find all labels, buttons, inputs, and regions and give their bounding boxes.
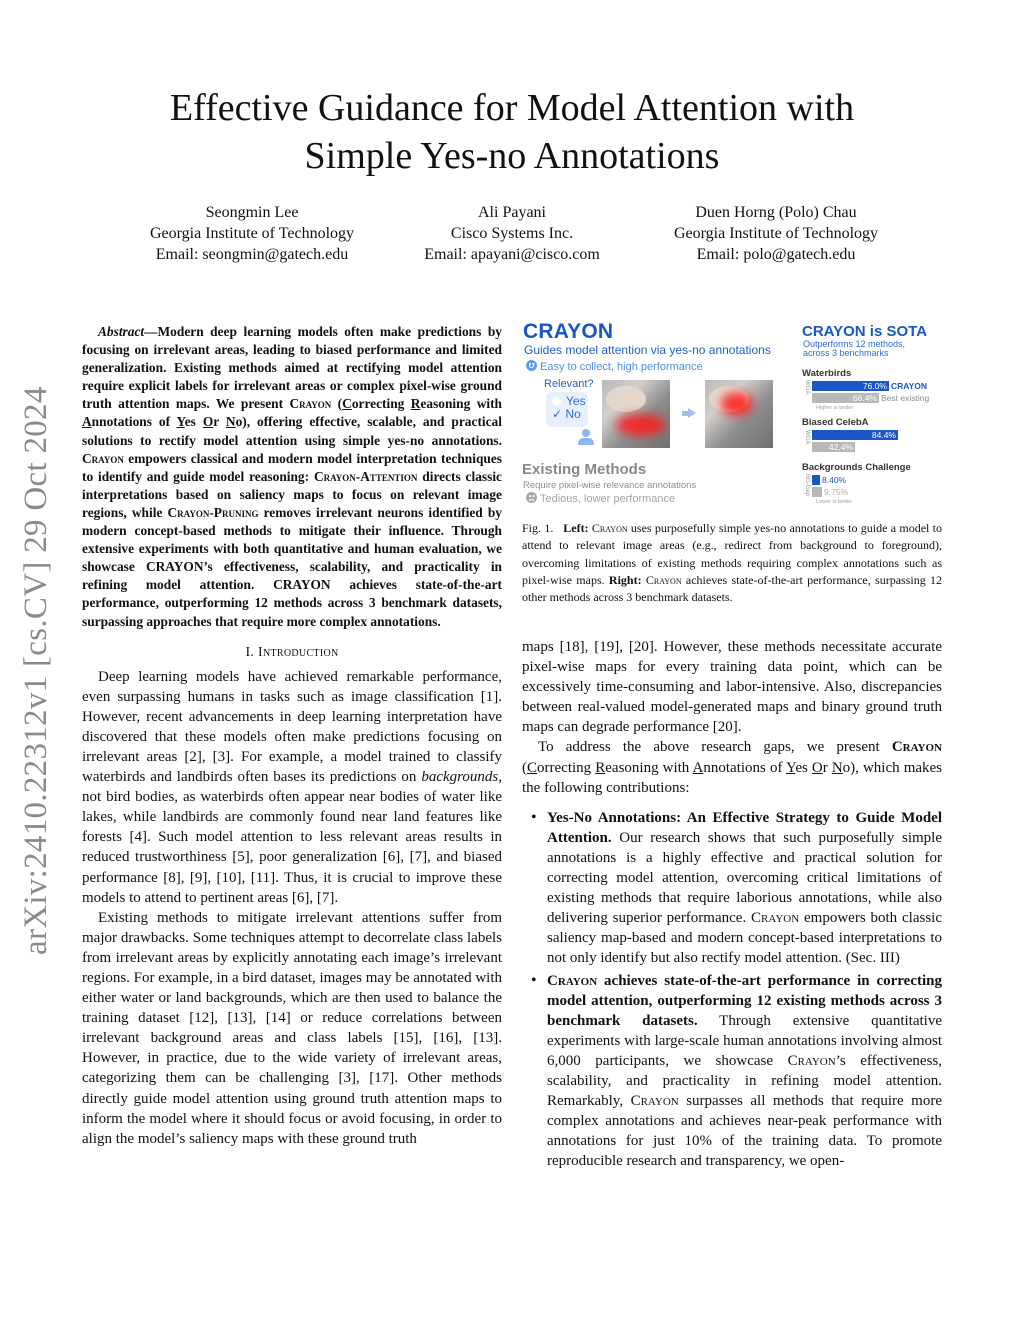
benefit-text: Easy to collect, high performance: [540, 361, 703, 373]
figure-1: [520, 318, 950, 513]
figure-left-panel: [520, 318, 790, 513]
contribution-item-2: [547, 971, 942, 1172]
paragraph-text: To address the above research gaps, we present: [538, 739, 892, 756]
author-name: Duen Horng (Polo) Chau: [695, 204, 857, 221]
acronym-letter: A: [82, 414, 92, 430]
bar-label-crayon-backgrounds: 8.40%: [822, 475, 847, 485]
metric-label: WGA: [804, 380, 810, 395]
intro-paragraph-2-continued: maps [18], [19], [20]. However, these methods necessitate accurate pixel-wise maps for every training data point, which can be excessively time-consuming and labor-intensive. Also, discrepancies between real-valued model-generated maps and binary ground truth maps can degrade performance [20].: [522, 639, 942, 736]
acronym-letter: Y: [176, 414, 185, 430]
option-yes: Yes: [566, 394, 586, 408]
caption-text: achieves state-of-the-art performance, surpassing 12 other methods across 3 benchmark datasets.: [522, 572, 942, 605]
legend-best-existing: Best existing: [881, 393, 930, 403]
benchmark-title-biased-celeba: Biased CelebA: [802, 417, 869, 428]
abstract: [82, 323, 502, 631]
crayon-name: Crayon: [591, 521, 628, 535]
bar-label-best-existing-backgrounds: 9.75%: [824, 487, 849, 497]
sota-title: CRAYON is SOTA: [802, 323, 928, 340]
intro-paragraph-1: [82, 667, 502, 908]
arrow-right-icon: [682, 408, 696, 418]
acronym-letter: R: [410, 396, 421, 412]
lower-is-better-note: Lower is better: [816, 499, 853, 505]
caption-left-label: Left:: [563, 521, 589, 535]
sota-subtitle: Outperforms 12 methods, across 3 benchmarks: [803, 339, 906, 358]
author-name: Ali Payani: [478, 204, 546, 221]
crayon-figure-title: CRAYON: [523, 320, 614, 343]
crayon-name: Crayon: [787, 1052, 836, 1069]
bar-best-existing-celeba: 42.4%: [812, 442, 855, 452]
higher-is-better-note: Higher is better: [816, 405, 854, 411]
drawback-text: Tedious, lower performance: [540, 493, 676, 505]
abstract-text: orrecting: [351, 396, 411, 412]
contribution-heading: achieves state-of-the-art performance in correcting model attention, outperforming 12 existing methods across 3 benchmark datasets.: [547, 972, 942, 1029]
author-block-1: [122, 202, 382, 265]
title-line-1: Effective Guidance for Model Attention with: [169, 87, 855, 129]
caption-text: uses purposefully simple yes-no annotations to guide a model to attend to relevant image areas (e.g., redirect from background to foreground), overcoming limitations of existing methods requiring complex annotations such as pixel-wise maps.: [522, 521, 943, 587]
abstract-text: es: [184, 414, 203, 430]
person-icon: [578, 429, 594, 445]
crayon-name: Crayon: [82, 450, 124, 466]
author-affiliation: Cisco Systems Inc.: [450, 225, 574, 242]
abstract-text: removes irrelevant neurons identified by modern concept-based methods to mitigate their influence. Through extensive experiments with both quantitative and human evaluation, we showcase CRAYON’s effectiveness, scalability, and practicality in refining model attention. CRAYON achieves state-of-the-art performance, outperforming 12 methods across 3 benchmark datasets, surpassing approaches that require more complex annotations.: [82, 504, 502, 629]
author-block-3: [646, 202, 906, 265]
relevance-question: Relevant?: [544, 378, 594, 390]
bar-crayon-backgrounds: [812, 475, 820, 485]
intro-paragraph-2: Existing methods to mitigate irrelevant attentions suffer from major drawbacks. Some techniques attempt to decorrelate class labels from irrelevant areas by explicitly annotating each image’s irrelevant regions. For example, in a bird dataset, images may be annotated with either water or land backgrounds, which are then used to balance the training dataset [12], [13], [14] or reduce correlations between irrelevant background areas and class labels [15], [16], [13]. However, in practice, due to the wide variety of irrelevant areas, categorizing them can be challenging [3], [17]. Other methods directly guide model attention using ground truth attention maps to inform the model where it should focus or avoid focusing, in order to align the model’s saliency maps with these ground truth: [82, 909, 502, 1147]
abstract-text: (: [331, 396, 343, 412]
author-affiliation: Georgia Institute of Technology: [673, 225, 879, 242]
crayon-pruning-name: Crayon-Pruning: [167, 504, 259, 520]
crayon-name: Crayon: [289, 396, 332, 412]
abstract-label: Abstract: [98, 324, 145, 339]
bar-crayon-waterbirds: 76.0%: [812, 381, 889, 391]
paragraph-text: , not bird bodies, as waterbirds often appear near bodies of water like lakes, while landbirds are commonly found near land features like forests [4]. Such model attention to less relevant areas results in reduced trustworthiness [5], poor generalization [6], [7], and biased performance [8], [9], [10], [11]. Thus, it is crucial to improve these models to attend to pertinent areas [6], [7].: [82, 769, 502, 906]
acronym-letter: N: [225, 414, 236, 430]
author-affiliation: Georgia Institute of Technology: [149, 225, 355, 242]
section-number: I.: [245, 644, 259, 660]
author-email[interactable]: Email: seongmin@gatech.edu: [155, 246, 349, 263]
option-no-label: No: [565, 407, 581, 421]
abstract-text: directs classic interpretations based on saliency maps to focus on relevant image regions, while: [82, 468, 502, 520]
author-email[interactable]: Email: apayani@cisco.com: [424, 246, 600, 263]
abstract-text: nnotations of: [91, 414, 177, 430]
saliency-image-before: [602, 380, 670, 448]
caption-right-label: Right:: [608, 572, 642, 587]
abstract-text: o): [235, 414, 247, 430]
bar-crayon-celeba: 84.4%: [812, 430, 898, 440]
abstract-text: easoning with: [420, 396, 502, 412]
contribution-text: Our research shows that such purposefully simple annotations is a highly effective and practical solution for correcting model attention, overcoming critical limitations of existing methods that require laborious annotations, while also delivering superior performance.: [547, 829, 942, 927]
benchmark-title-waterbirds: Waterbirds: [802, 368, 852, 379]
author-name: Seongmin Lee: [205, 204, 299, 221]
benefit-line: [526, 360, 703, 373]
existing-methods-subtitle: Require pixel-wise relevance annotations: [523, 480, 697, 491]
legend-crayon: CRAYON: [891, 381, 928, 391]
crayon-name: Crayon: [547, 972, 598, 989]
section-heading-introduction: [82, 645, 502, 661]
acronym-letter: C: [342, 396, 352, 412]
contribution-text: empowers both classic saliency map-based and modern concept-based interpretations to not only identify but also rectify model attention. (Sec. III): [547, 910, 942, 967]
author-block-2: [382, 202, 642, 265]
drawback-line: [526, 492, 675, 505]
crayon-name: Crayon: [645, 572, 682, 587]
crayon-figure-subtitle: Guides model attention via yes-no annotations: [524, 343, 771, 357]
contribution-item-1: [547, 808, 942, 969]
frown-icon: [526, 492, 537, 503]
figure-1-caption: [522, 520, 942, 606]
checkmark-icon: ✓: [552, 407, 563, 421]
paper-title: [100, 84, 924, 180]
acronym-letter: O: [202, 414, 214, 430]
bar-best-existing-backgrounds: [812, 487, 822, 497]
intro-paragraph-3: To address the above research gaps, we present Crayon (Correcting Reasoning with Annotations of Yes Or No), which makes the following contributions:: [522, 739, 943, 796]
abstract-text: empowers classical and modern model interpretation techniques to identify and guide model reasoning:: [82, 450, 502, 484]
paragraph-text: ), which makes the following contributions:: [522, 759, 943, 796]
contributions-list: [522, 808, 942, 1172]
crayon-name: Crayon: [630, 1093, 679, 1110]
section-title: Introduction: [258, 644, 339, 660]
crayon-name: Crayon: [751, 910, 800, 927]
bar-best-existing-waterbirds: 66.4%: [812, 393, 879, 403]
figure-right-panel-sota-chart: [800, 318, 950, 513]
right-column: [522, 637, 942, 1171]
saliency-image-after: [705, 380, 773, 448]
arxiv-stamp: arXiv:2410.22312v1 [cs.CV] 29 Oct 2024: [18, 386, 54, 955]
abstract-text: r: [213, 414, 226, 430]
metric-label: BG-Gap: [804, 474, 810, 497]
crayon-name: Crayon: [891, 739, 942, 756]
existing-methods-title: Existing Methods: [522, 461, 647, 478]
smile-icon: [526, 360, 537, 371]
left-column: [82, 323, 502, 1149]
unchecked-radio-icon: [552, 397, 561, 406]
contribution-text: surpasses all methods that require more complex annotations and achieves near-peak performance with annotations for just 10% of the training data. To promote reproducible research and transparency, we open-: [547, 1093, 942, 1170]
metric-label: WGA: [804, 430, 810, 445]
contribution-text: ’s effectiveness, scalability, and practicality in refining model attention. Remarkably,: [547, 1052, 942, 1110]
abstract-text: —Modern deep learning models often make predictions by focusing on irrelevant areas, leading to biased performance and limited generalization. Existing methods aimed at rectifying model attention require explicit labels for irrelevant areas or complex pixel-wise ground truth attention maps. We present: [82, 324, 502, 412]
abstract-text: , offering effective, scalable, and practical solutions to rectify model attention using simple yes-no annotations.: [82, 414, 502, 448]
benchmark-title-backgrounds-challenge: Backgrounds Challenge: [802, 462, 911, 473]
paragraph-text: Deep learning models have achieved remarkable performance, even surpassing humans in tasks such as image classification [1]. However, recent advancements in deep learning interpretation have discovered that these models often make predictions focusing on irrelevant areas [2], [3]. For example, a model trained to classify waterbirds and landbirds often bases its predictions on: [82, 668, 502, 786]
caption-label: Fig. 1.: [522, 521, 554, 535]
contribution-heading: Yes-No Annotations: An Effective Strategy to Guide Model Attention.: [547, 809, 942, 846]
author-email[interactable]: Email: polo@gatech.edu: [696, 246, 856, 263]
title-line-2: Simple Yes-no Annotations: [304, 135, 720, 177]
option-no: [552, 407, 581, 421]
emphasis-text: backgrounds: [421, 769, 499, 786]
contribution-text: Through extensive quantitative experiments with large-scale human annotations involving almost 6,000 participants, we showcase: [547, 1012, 942, 1069]
crayon-attention-name: Crayon-Attention: [313, 468, 418, 484]
